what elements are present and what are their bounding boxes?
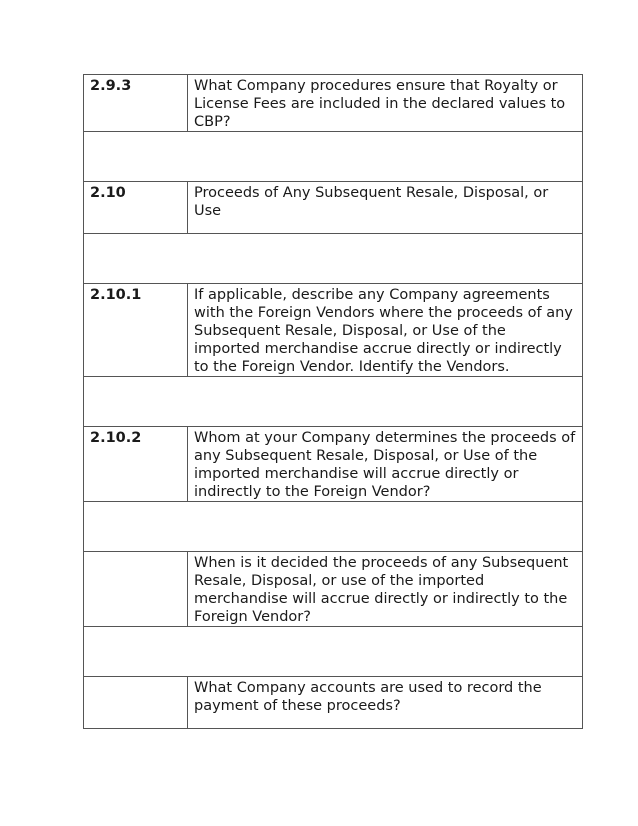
question-row-2-10-1 xyxy=(84,284,583,377)
answer-cell[interactable] xyxy=(84,132,583,182)
section-heading: Proceeds of Any Subsequent Resale, Disposal, or Use xyxy=(188,182,583,234)
question-text: What Company procedures ensure that Royalty or License Fees are included in the declared values to CBP? xyxy=(188,75,583,132)
question-number: 2.10.2 xyxy=(84,427,188,502)
question-row-2-10 xyxy=(84,182,583,234)
question-number: 2.9.3 xyxy=(84,75,188,132)
questionnaire-table xyxy=(83,74,583,729)
question-row-unnumbered-2 xyxy=(84,677,583,729)
answer-row xyxy=(84,234,583,284)
question-text: Whom at your Company determines the proceeds of any Subsequent Resale, Disposal, or Use of the imported merchandise will accrue directly or indirectly to the Foreign Vendor? xyxy=(188,427,583,502)
answer-row xyxy=(84,627,583,677)
question-number: 2.10 xyxy=(84,182,188,234)
question-text: When is it decided the proceeds of any Subsequent Resale, Disposal, or use of the imported merchandise will accrue directly or indirectly to the Foreign Vendor? xyxy=(188,552,583,627)
question-text: If applicable, describe any Company agreements with the Foreign Vendors where the proceeds of any Subsequent Resale, Disposal, or Use of the imported merchandise accrue directly or indirectly to the Foreign Vendor. Identify the Vendors. xyxy=(188,284,583,377)
answer-row xyxy=(84,502,583,552)
question-row-unnumbered-1 xyxy=(84,552,583,627)
question-row-2-9-3 xyxy=(84,75,583,132)
answer-cell[interactable] xyxy=(84,377,583,427)
question-number xyxy=(84,552,188,627)
answer-row xyxy=(84,132,583,182)
answer-cell[interactable] xyxy=(84,502,583,552)
question-number xyxy=(84,677,188,729)
question-row-2-10-2 xyxy=(84,427,583,502)
question-number: 2.10.1 xyxy=(84,284,188,377)
answer-cell[interactable] xyxy=(84,234,583,284)
answer-row xyxy=(84,377,583,427)
answer-cell[interactable] xyxy=(84,627,583,677)
question-text: What Company accounts are used to record the payment of these proceeds? xyxy=(188,677,583,729)
